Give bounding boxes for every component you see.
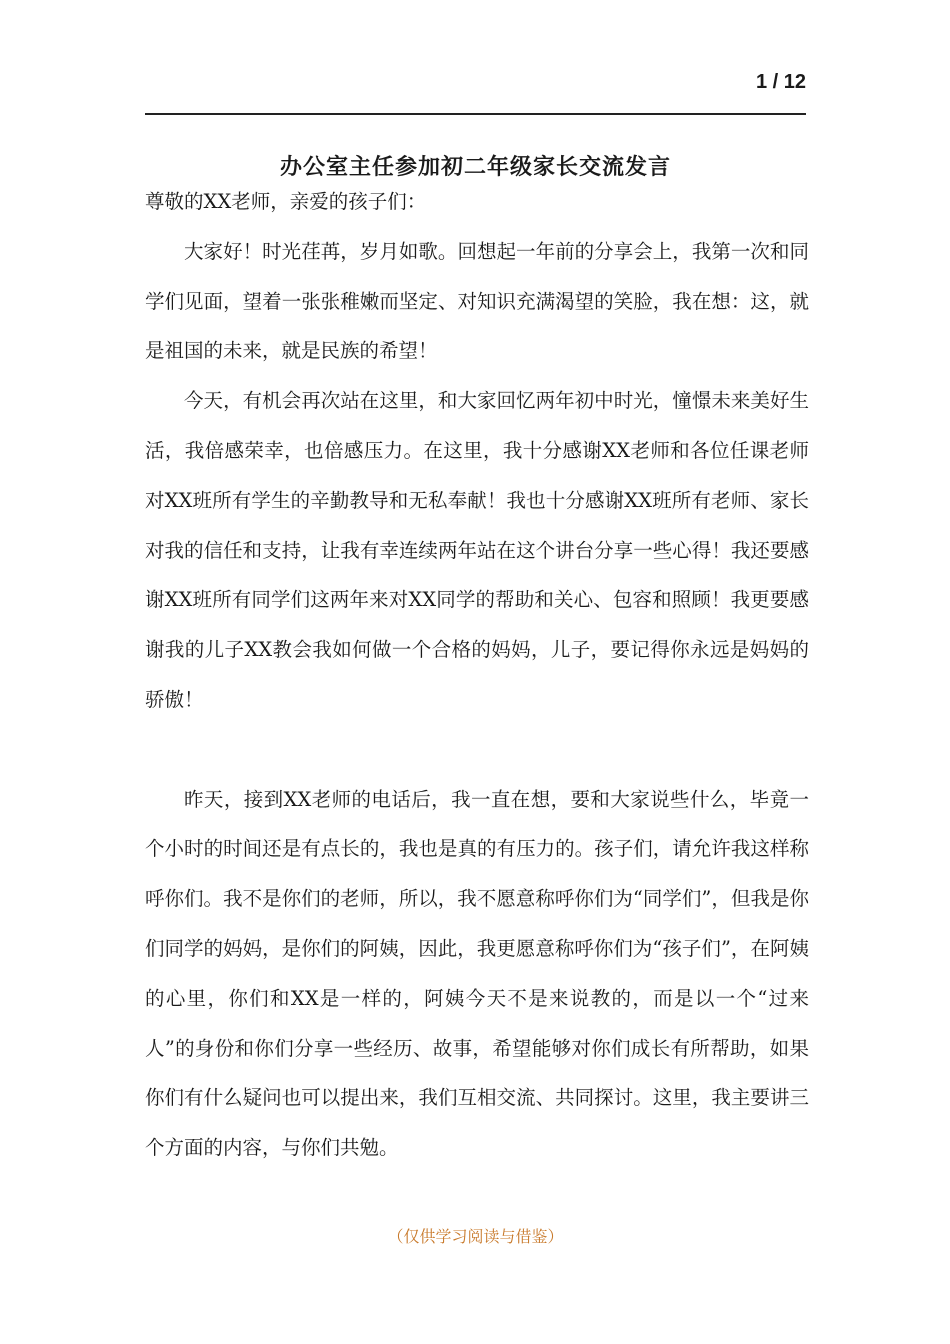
header-divider	[145, 113, 806, 115]
footer-note: （仅供学习阅读与借鉴）	[387, 1227, 564, 1246]
salutation: 尊敬的XX老师，亲爱的孩子们：	[145, 190, 427, 213]
document-title: 办公室主任参加初二年级家长交流发言	[279, 154, 671, 180]
paragraph: 大家好！时光荏苒，岁月如歌。回想起一年前的分享会上，我第一次和同学们见面，望着一张张稚嫩而坚定、对知识充满渴望的笑脸，我在想：这，就是祖国的未来，就是民族的希望！	[145, 239, 809, 363]
paragraph: 昨天，接到XX老师的电话后，我一直在想，要和大家说些什么，毕竟一个小时的时间还是有点长的，我也是真的有压力的。孩子们，请允许我这样称呼你们。我不是你们的老师，所以，我不愿意称呼你们为“同学们”，但我是你们同学的妈妈，是你们的阿姨，因此，我更愿意称呼你们为“孩子们”，在阿姨的心里，你们和XX是一样的，阿姨今天不是来说教的，而是以一个“过来人”的身份和你们分享一些经历、故事，希望能够对你们成长有所帮助，如果你们有什么疑问也可以提出来，我们互相交流、共同探讨。这里，我主要讲三个方面的内容，与你们共勉。	[145, 787, 809, 1160]
paragraph: 今天，有机会再次站在这里，和大家回忆两年初中时光，憧憬未来美好生活，我倍感荣幸，也倍感压力。在这里，我十分感谢XX老师和各位任课老师对XX班所有学生的辛勤教导和无私奉献！我也十分感谢XX班所有老师、家长对我的信任和支持，让我有幸连续两年站在这个讲台分享一些心得！我还要感谢XX班所有同学们这两年来对XX同学的帮助和关心、包容和照顾！我更要感谢我的儿子XX教会我如何做一个合格的妈妈，儿子，要记得你永远是妈妈的骄傲！	[145, 389, 809, 711]
document-body	[145, 177, 809, 1173]
page-number: 1 / 12	[755, 71, 806, 93]
paragraph-spacer	[145, 725, 809, 775]
